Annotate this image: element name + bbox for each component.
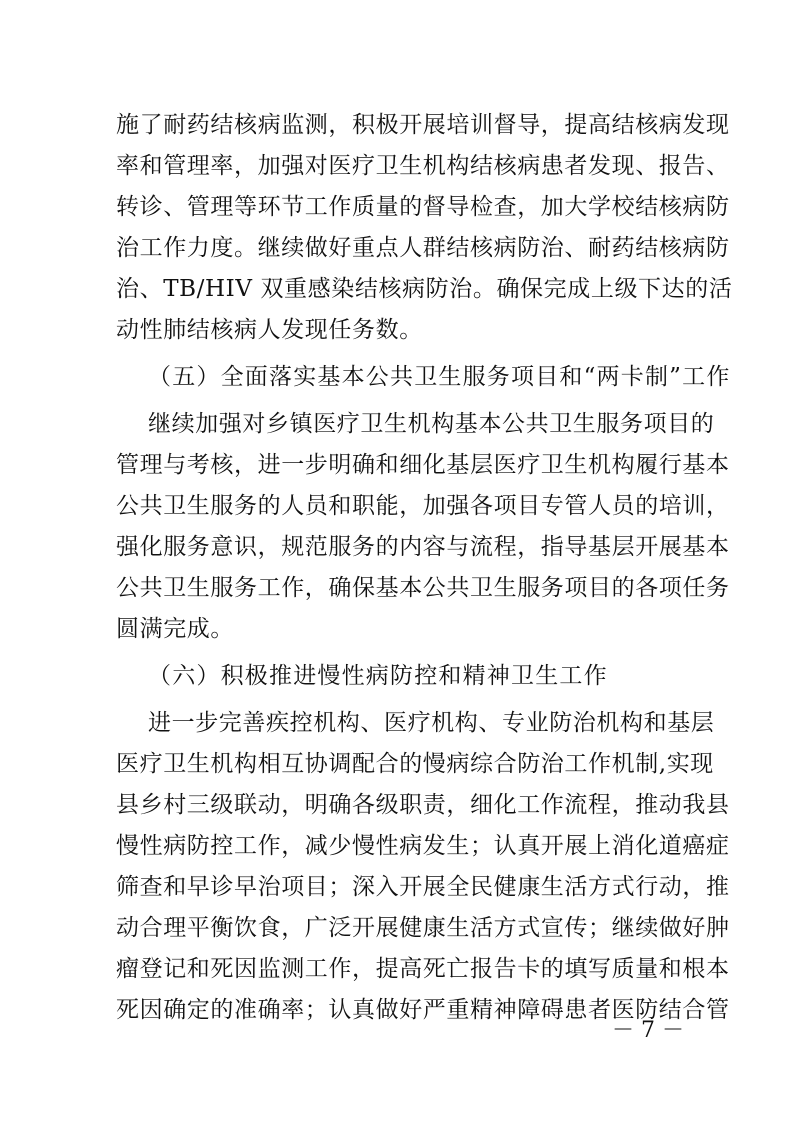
paragraph-line: 动合理平衡饮食，广泛开展健康生活方式宣传；继续做好肿: [116, 915, 730, 941]
paragraph-line: 转诊、管理等环节工作质量的督导检查，加大学校结核病防: [116, 194, 730, 220]
page-number: － 7 －: [612, 1018, 684, 1043]
paragraph-line: 筛查和早诊早治项目；深入开展全民健康生活方式行动，推: [116, 874, 730, 900]
paragraph-line: 动性肺结核病人发现任务数。: [116, 317, 423, 343]
paragraph-line: 死因确定的准确率；认真做好严重精神障碍患者医防结合管: [116, 997, 730, 1023]
paragraph-line: 瘤登记和死因监测工作，提高死亡报告卡的填写质量和根本: [116, 956, 730, 982]
paragraph-line: 县乡村三级联动，明确各级职责，细化工作流程，推动我县: [116, 792, 730, 818]
paragraph-line: 治工作力度。继续做好重点人群结核病防治、耐药结核病防: [116, 235, 730, 261]
section-heading: （六）积极推进慢性病防控和精神卫生工作: [148, 663, 608, 689]
paragraph-line: 圆满完成。: [116, 616, 234, 642]
paragraph-line: 施了耐药结核病监测，积极开展培训督导，提高结核病发现: [116, 112, 730, 138]
paragraph-line: 强化服务意识，规范服务的内容与流程，指导基层开展基本: [116, 534, 730, 560]
section-heading: （五）全面落实基本公共卫生服务项目和“两卡制”工作: [148, 364, 731, 390]
paragraph-line: 医疗卫生机构相互协调配合的慢病综合防治工作机制,实现: [116, 751, 714, 777]
paragraph-line: 率和管理率，加强对医疗卫生机构结核病患者发现、报告、: [116, 153, 730, 179]
paragraph-line: 慢性病防控工作，减少慢性病发生；认真开展上消化道癌症: [116, 833, 730, 859]
paragraph-line: 公共卫生服务的人员和职能，加强各项目专管人员的培训，: [116, 493, 730, 519]
paragraph-line: 继续加强对乡镇医疗卫生机构基本公共卫生服务项目的: [148, 411, 715, 437]
paragraph-line: 进一步完善疾控机构、医疗机构、专业防治机构和基层: [148, 710, 715, 736]
paragraph-line: 治、TB/HIV 双重感染结核病防治。确保完成上级下达的活: [116, 276, 733, 302]
paragraph-line: 管理与考核，进一步明确和细化基层医疗卫生机构履行基本: [116, 452, 730, 478]
paragraph-line: 公共卫生服务工作，确保基本公共卫生服务项目的各项任务: [116, 575, 730, 601]
